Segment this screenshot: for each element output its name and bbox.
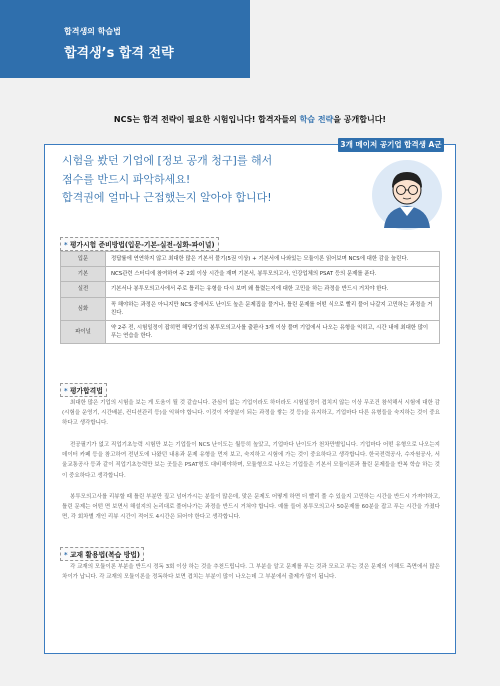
section3-paragraph: 각 교재의 모듈이론 부분을 반드시 정독 3회 이상 하는 것을 추천드립니다. 그 부분을 알고 문제를 푸는 것과 모르고 푸는 것은 문제의 이해도 측면에서 많은 차이가 납니다. 각 교재의 모듈이론을 정독하다 보면 겹치는 부분이 많이 나오는데 그 부분에서 출제가 많이 됩니다. [62,564,440,581]
section2-paragraph: 봉투모의고사를 리뷰할 때 틀린 부분만 짚고 넘어가시는 분들이 많은데, 맞은 문제도 어떻게 하면 더 빨리 풀 수 있을지 고민하는 시간을 반드시 가져야하고, 틀린 문제는 어떤 면 보면서 해설지의 논리대로 풀어나가는 과정을 반드시 거쳐야 합니다. 예를 들어 봉투모의고사 50문제를 60분을 잡고 푸는 시간을 가졌다면, 각 회차별 개인 리뷰 시간이 적어도 4시간은 되어야 한다고 생각합니다. [62,494,440,521]
row-value: 정답률에 연연하지 않고 최대한 많은 기본서 풀기(5권 이상) + 기본서에 나와있는 모듈이론 읽어보며 NCS에 대한 감을 늘린다. [106,252,440,267]
row-value: NCS관련 스터디에 참여하여 주 2회 이상 시간을 재며 기본서, 봉투모의고사, 인강업체의 PSAT 등의 문제를 푼다. [106,267,440,282]
section2-label: * 평가합격법 [60,383,107,397]
section1-label-text: 평가시험 준비방법(입문-기본-실전-심화-파이널) [69,241,215,249]
study-plan-table [60,251,440,344]
quote-line: 시험을 봤던 기업에 [정보 공개 청구]를 해서 [62,154,273,167]
section2-paragraph: 전공필기가 없고 직업기초능력 시험만 보는 기업들이 NCS 난이도는 월등히 높았고, 기업마다 난이도가 천차만별입니다. 기업마다 어떤 유형으로 나오는지 데이터 카페 등을 참고하여 전년도에 나왔던 내용과 문제 유형을 먼저 보고, 숙지하고 시험에 가는 것이 중요하다고 생각합니다. 한국전력공사, 수자원공사, 서울교통공사 등과 같이 직업기초능력만 보는 곳들은 PSAT형도 대비해야하며, 모듈형으로 나오는 기업들은 기본서 모듈이론과 틀린 문제들을 반복 학습 하는 것이 중요하다고 생각합니다. [62,442,440,479]
section1-label: * 평가시험 준비방법(입문-기본-실전-심화-파이널) [60,237,219,251]
card-quote [62,152,352,208]
row-key: 파이널 [61,321,106,344]
intro-highlight: 학습 전략 [299,115,334,124]
intro-text-part1: NCS는 합격 전략이 필요한 시험입니다! 합격자들의 [113,115,300,124]
row-key: 입문 [61,252,106,267]
row-value: 기본서나 봉투모의고사에서 주로 틀리는 유형을 다시 보며 왜 틀렸는지에 대한 고민을 하는 과정을 반드시 거치야 한다. [106,282,440,297]
table-row [61,282,440,297]
section2-label-text: 평가합격법 [69,387,103,395]
header-banner [0,0,250,78]
table-row [61,252,440,267]
quote-line: 점수를 반드시 파악하세요! [62,172,191,186]
row-key: 실전 [61,282,106,297]
row-value: 약 2주 전, 시험일정이 잡히면 해당기업의 봉투모의고사를 출판사 3개 이상 풀며 기업에서 나오는 유형을 익히고, 시간 내에 최대한 많이 푸는 연습을 한다. [106,321,440,344]
table-row [61,321,440,344]
section2-paragraph: 최대한 많은 기업의 시험을 보는 게 도움이 될 것 같습니다. 관심이 없는 기업이라도 하더라도 시험일정이 겹치지 않는 이상 무조건 참석해서 시험에 대한 감(시험을 운영기, 시간배분, 컨디션관리 등)을 익혀야 합니다. 이것이 자양분이 되는 과정을 쌓는 것 등)을 유지하고, 기업마다 다른 유형들을 숙지하는 것이 중요하다고 생각합니다. [62,400,440,427]
row-key: 기본 [61,267,106,282]
row-key: 심화 [61,297,106,320]
table-row [61,267,440,282]
card-tag: 3개 메이저 공기업 합격생 A군 [338,138,444,152]
intro-text [0,114,500,125]
quote-line: 합격권에 얼마나 근접했는지 알아야 합니다! [62,191,272,204]
row-value: 꼭 해야하는 과정은 아니지만 NCS 중에서도 난이도 높은 문제집을 풀거나, 틀린 문제를 어떤 식으로 빨리 풀어 나갈지 고민하는 과정을 거친다. [106,297,440,320]
header-title: 합격생’s 합격 전략 [64,46,174,61]
student-avatar-icon [370,158,444,232]
section3-label-text: 교재 활용법(복습 방법) [69,551,140,559]
intro-text-part2: 을 공개합니다! [333,115,387,124]
header-subtitle: 합격생의 학습법 [64,27,121,36]
section3-label: * 교재 활용법(복습 방법) [60,547,144,561]
table-row [61,297,440,320]
